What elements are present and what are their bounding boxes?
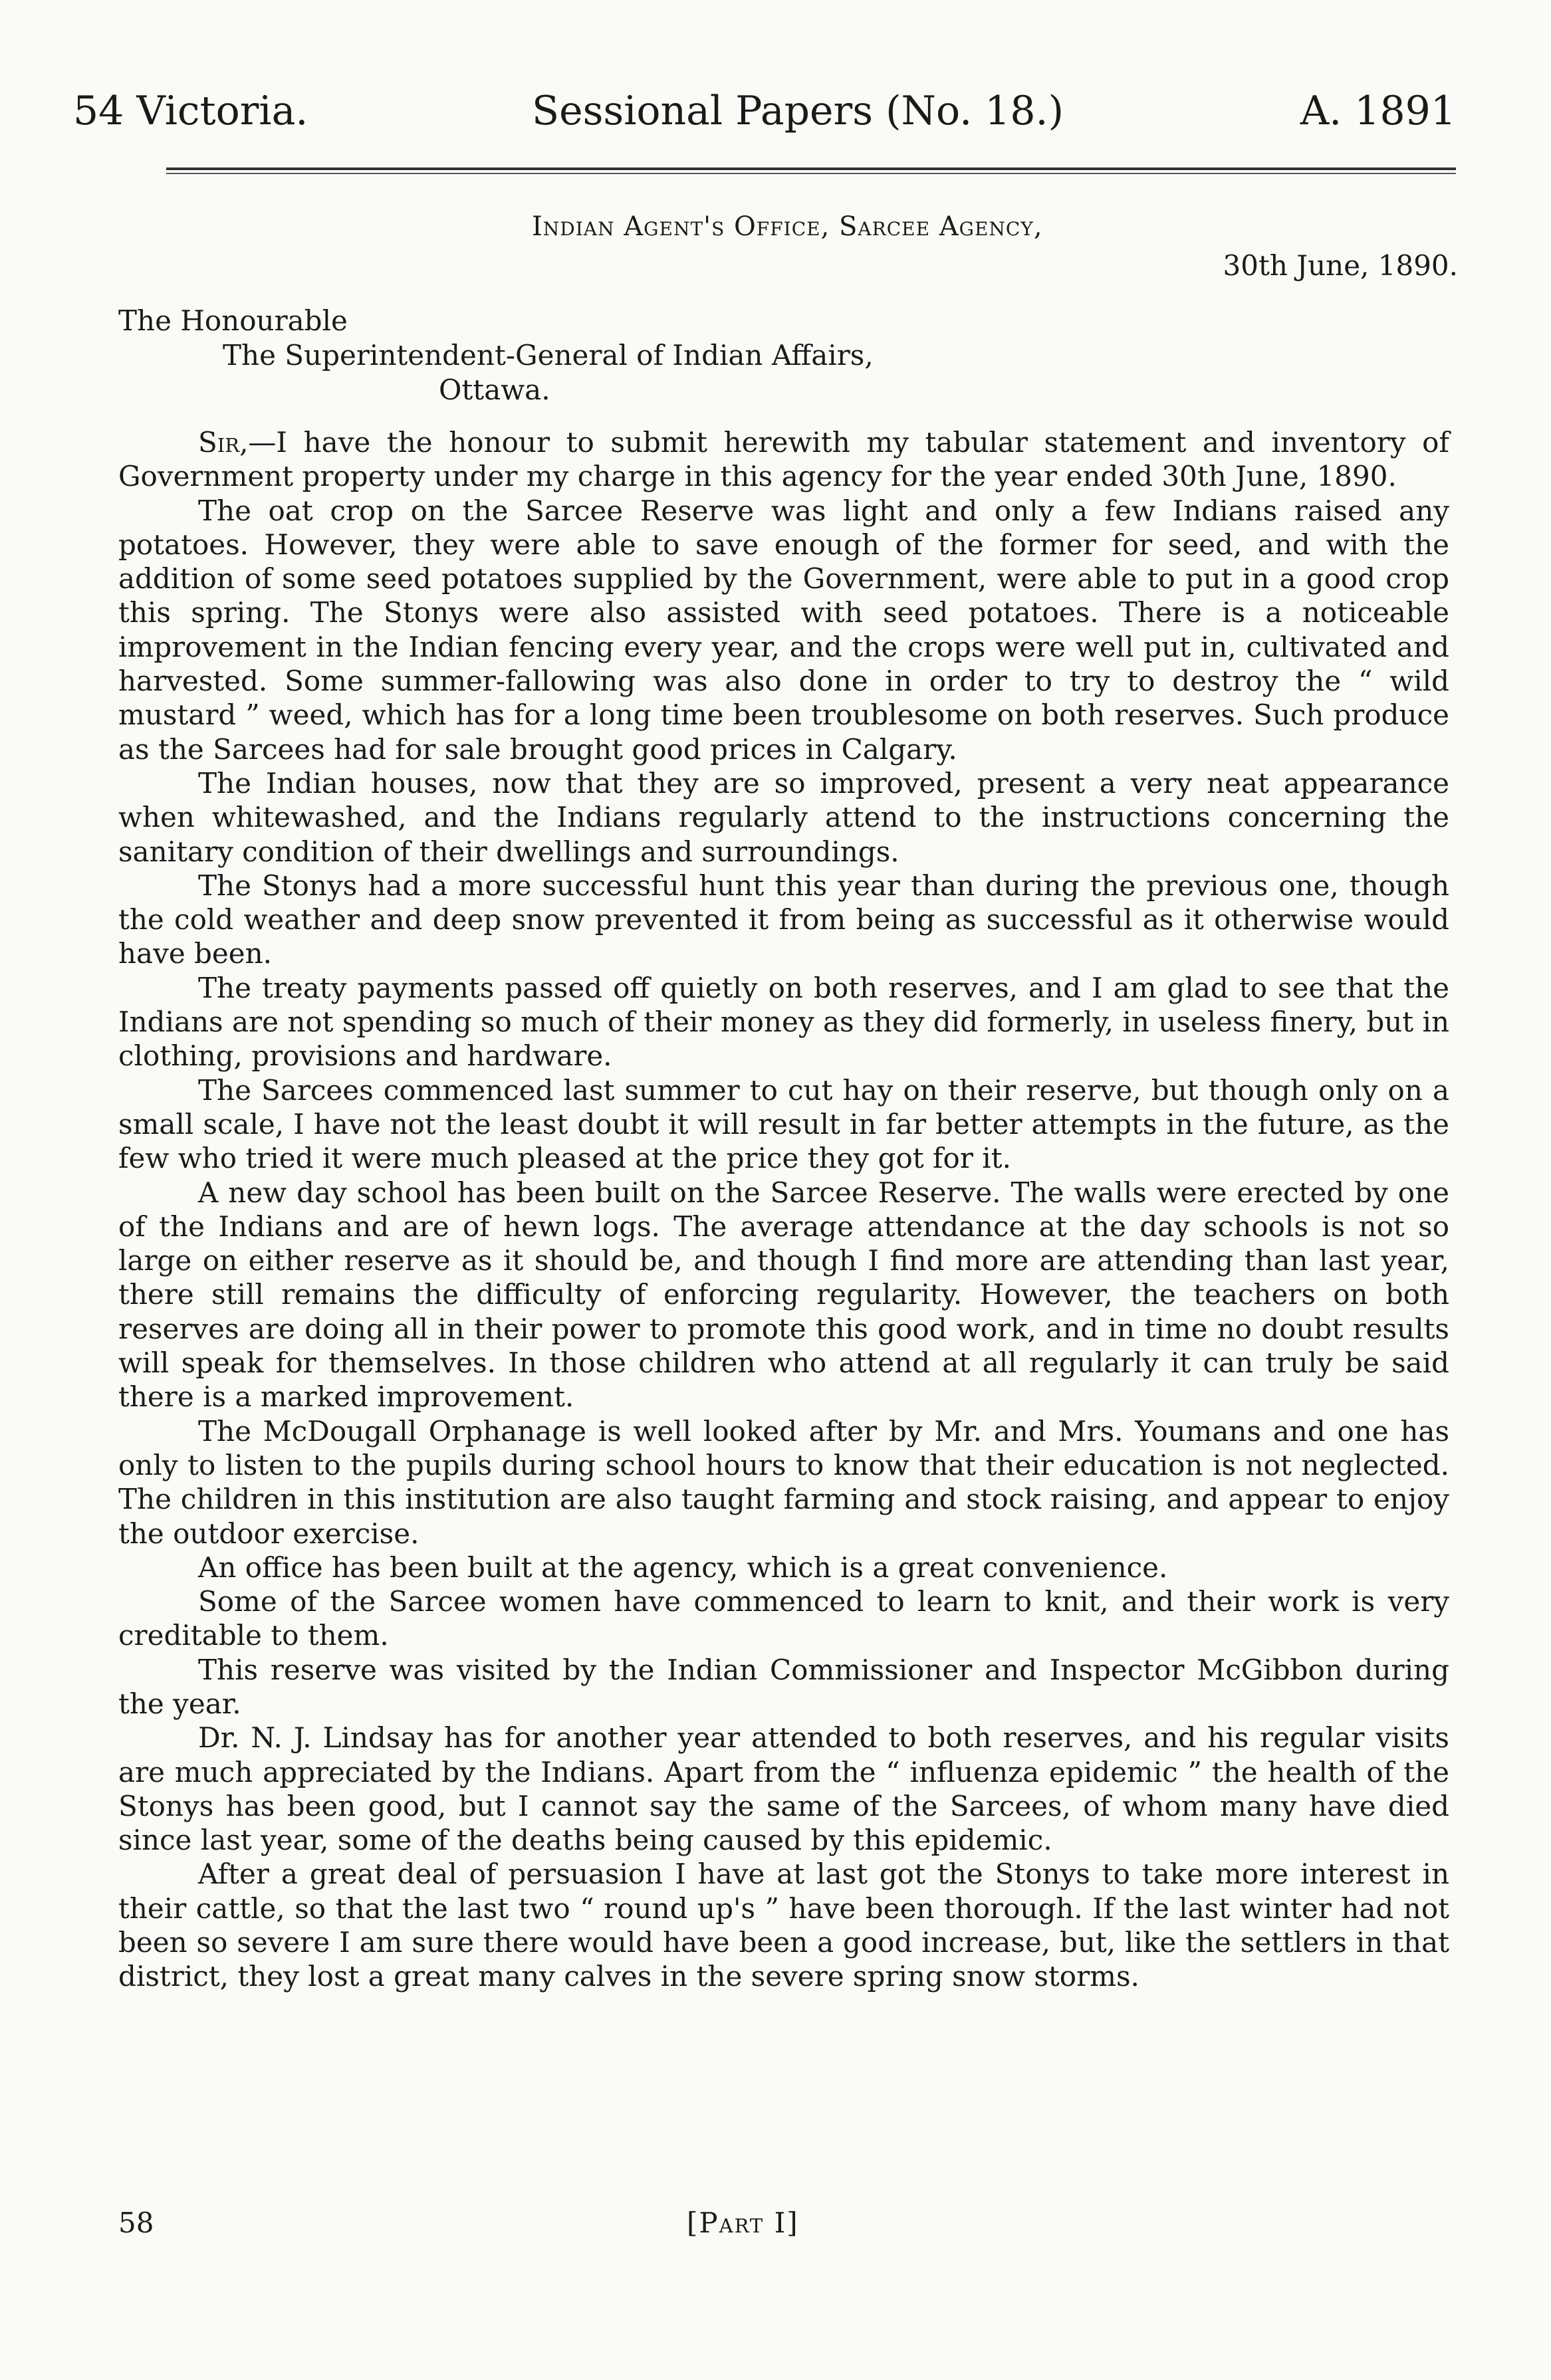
page-footer [118, 2207, 1449, 2244]
letter-date: 30th June, 1890. [1223, 249, 1458, 282]
address-line-2: The Superintendent-General of Indian Affairs, [223, 339, 874, 372]
paragraph: The McDougall Orphanage is well looked after by Mr. and Mrs. Youmans and one has only to listen to the pupils during school hours to know that their education is not neglected. The children in this institution are also taught farming and stock raising, and appear to enjoy the outdoor exercise. [118, 1414, 1449, 1550]
paragraph: A new day school has been built on the Sarcee Reserve. The walls were erected by one of the Indians and are of hewn logs. The average attendance at the day schools is not so large on either reserve as it should be, and though I find more are attending than last year, there still remains the difficulty of enforcing regularity. However, the teachers on both reserves are doing all in their power to promote this good work, and in time no doubt results will speak for themselves. In those children who attend at all regularly it can truly be said there is a marked improvement. [118, 1176, 1449, 1414]
paragraph: An office has been built at the agency, which is a great convenience. [198, 1551, 1168, 1584]
letterhead: Indian Agent's Office, Sarcee Agency, [532, 211, 1043, 242]
letter-body [118, 425, 1449, 1994]
paragraph: The Stonys had a more successful hunt this year than during the previous one, though the cold weather and deep snow prevented it from being as successful as it otherwise would have been. [118, 869, 1449, 970]
page-number: 58 [118, 2207, 154, 2239]
paragraph: The oat crop on the Sarcee Reserve was light and only a few Indians raised any potatoes. However, they were able to save enough of the former for seed, and with the addition of some seed potatoes supplied by the Government, were able to put in a good crop this spring. The Stonys were also assisted with seed potatoes. There is a noticeable improvement in the Indian fencing every year, and the crops were well put in, cultivated and harvested. Some summer-fallowing was also done in order to try to destroy the “ wild mustard ” weed, which has for a long time been troublesome on both reserves. Such produce as the Sarcees had for sale brought good prices in Calgary. [118, 494, 1449, 766]
paragraph: After a great deal of persuasion I have at last got the Stonys to take more interest in their cattle, so that the last two “ round up's ” have been thorough. If the last winter had not been so severe I am sure there would have been a good increase, but, like the settlers in that district, they lost a great many calves in the severe spring snow storms. [118, 1858, 1449, 1993]
paragraph-text: —I have the honour to submit herewith my tabular statement and inventory of Government property under my charge in this agency for the year ended 30th June, 1890. [118, 426, 1449, 493]
paragraph: The Indian houses, now that they are so improved, present a very neat appearance when whitewashed, and the Indians regularly attend to the instructions concerning the sanitary condition of their dwellings and surroundings. [118, 766, 1449, 868]
paragraph: Some of the Sarcee women have commenced to learn to knit, and their work is very creditable to them. [118, 1585, 1449, 1652]
header-session: 54 Victoria. [73, 88, 308, 134]
paragraph: The treaty payments passed off quietly on both reserves, and I am glad to see that the Indians are not spending so much of their money as they did formerly, in useless finery, but in clothing, provisions and hardware. [118, 971, 1449, 1073]
address-line-3: Ottawa. [439, 374, 550, 406]
header-year: A. 1891 [1300, 88, 1456, 134]
part-label: [Part I] [687, 2207, 799, 2239]
address-line-1: The Honourable [118, 304, 348, 337]
salutation: Sir, [198, 426, 249, 459]
header-title: Sessional Papers (No. 18.) [532, 88, 1064, 134]
paragraph: This reserve was visited by the Indian Commissioner and Inspector McGibbon during the year. [118, 1653, 1449, 1720]
paragraph: Dr. N. J. Lindsay has for another year attended to both reserves, and his regular visits are much appreciated by the Indians. Apart from the “ influenza epidemic ” the health of the Stonys has been good, but I cannot say the same of the Sarcees, of whom many have died since last year, some of the deaths being caused by this epidemic. [118, 1721, 1449, 1857]
header-rule [166, 167, 1456, 174]
paragraph: The Sarcees commenced last summer to cut hay on their reserve, but though only on a small scale, I have not the least doubt it will result in far better attempts in the future, as the few who tried it were much pleased at the price they got for it. [118, 1073, 1449, 1175]
paragraph [118, 425, 1449, 494]
running-header [73, 88, 1456, 141]
